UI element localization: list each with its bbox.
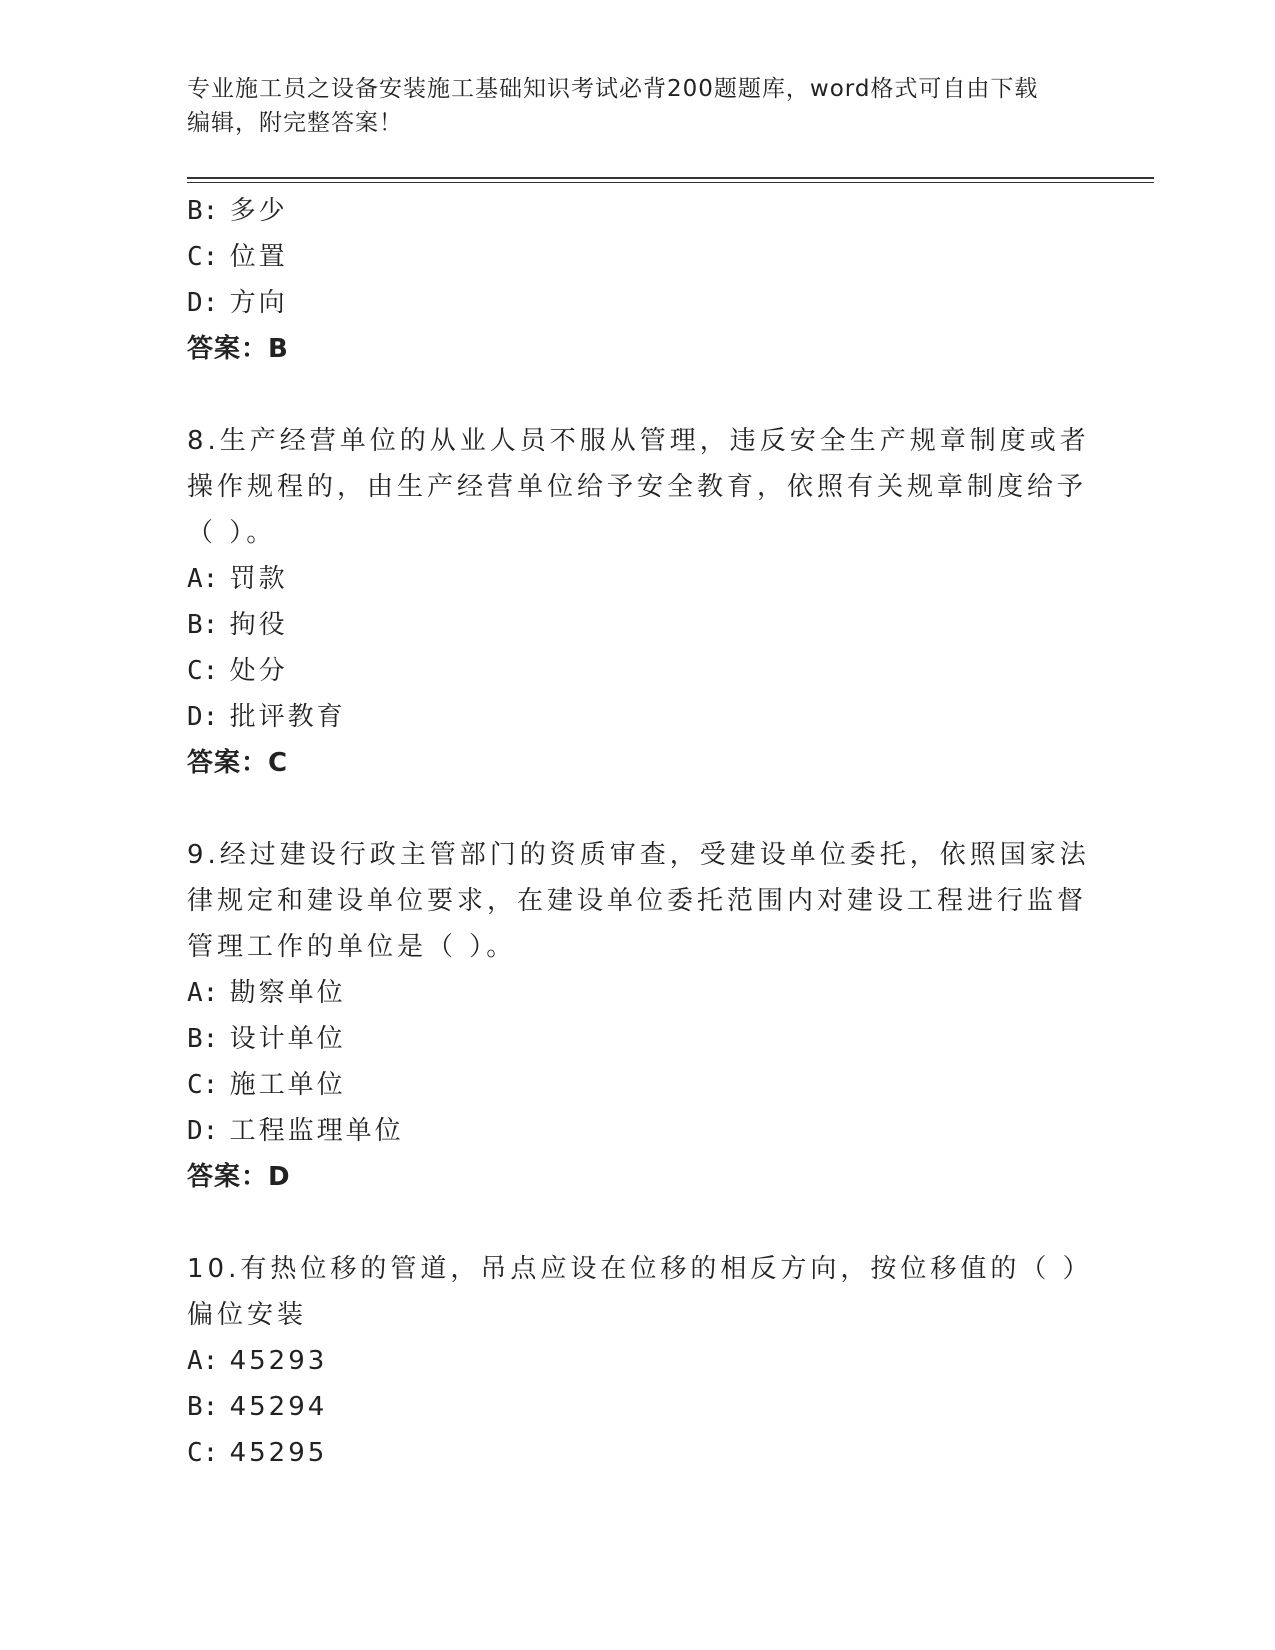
question-line: 8.生产经营单位的从业人员不服从管理，违反安全生产规章制度或者 [187,426,1090,456]
option-text: 工程监理单位 [229,1116,404,1146]
question-line: 律规定和建设单位要求，在建设单位委托范围内对建设工程进行监督 [187,886,1088,916]
answer: 答案：B [187,334,289,364]
option-a [187,970,1067,1016]
option-c [187,1062,1067,1108]
option-b [187,602,1067,648]
option-label: A: [187,564,219,594]
option-label: C: [187,1438,219,1468]
question-content [187,188,1093,1476]
answer: 答案：C [187,748,289,778]
option-text: 施工单位 [229,1070,346,1100]
option-c [187,648,1067,694]
option-c [187,1430,1067,1476]
question-line: 9.经过建设行政主管部门的资质审查，受建设单位委托，依照国家法 [187,840,1090,870]
option-c [187,234,1067,280]
question-line: 偏位安装 [187,1300,308,1330]
option-text: 处分 [229,656,288,686]
question-line: 操作规程的，由生产经营单位给予安全教育，依照有关规章制度给予 [187,472,1088,502]
option-d [187,694,1067,740]
option-text: 45295 [229,1438,328,1468]
question-line: 管理工作的单位是（ ）。 [187,932,517,962]
option-label: B: [187,1024,219,1054]
option-label: D: [187,1116,219,1146]
option-text: 勘察单位 [229,978,346,1008]
spacer [187,372,1067,418]
question-line: 10.有热位移的管道，吊点应设在位移的相反方向，按位移值的（ ） [187,1254,1093,1284]
option-label: B: [187,196,219,226]
header-rule-thick [187,177,1154,179]
option-text: 多少 [229,196,288,226]
option-text: 方向 [229,288,288,318]
option-label: A: [187,1346,219,1376]
header-rule-thin [187,182,1154,183]
option-label: D: [187,288,219,318]
question-7-tail [187,188,1067,372]
option-b [187,1016,1067,1062]
option-label: C: [187,1070,219,1100]
option-label: C: [187,656,219,686]
option-label: D: [187,702,219,732]
spacer [187,786,1067,832]
option-b [187,188,1067,234]
option-label: B: [187,1392,219,1422]
option-text: 45293 [229,1346,328,1376]
document-header [187,72,1087,140]
option-text: 拘役 [229,610,288,640]
header-line-1: 专业施工员之设备安装施工基础知识考试必背200题题库，word格式可自由下载 [187,76,1039,102]
header-line-2: 编辑，附完整答案！ [187,110,403,136]
option-text: 批评教育 [229,702,346,732]
option-label: A: [187,978,219,1008]
question-10 [187,1246,1093,1476]
option-a [187,1338,1067,1384]
spacer [187,1200,1067,1246]
option-text: 45294 [229,1392,328,1422]
option-b [187,1384,1067,1430]
question-line: （ ）。 [187,518,277,548]
option-text: 罚款 [229,564,288,594]
option-text: 位置 [229,242,288,272]
option-a [187,556,1067,602]
answer: 答案：D [187,1162,291,1192]
option-label: B: [187,610,219,640]
question-9 [187,832,1090,1200]
option-d [187,1108,1067,1154]
question-8 [187,418,1090,786]
option-d [187,280,1067,326]
option-text: 设计单位 [229,1024,346,1054]
option-label: C: [187,242,219,272]
